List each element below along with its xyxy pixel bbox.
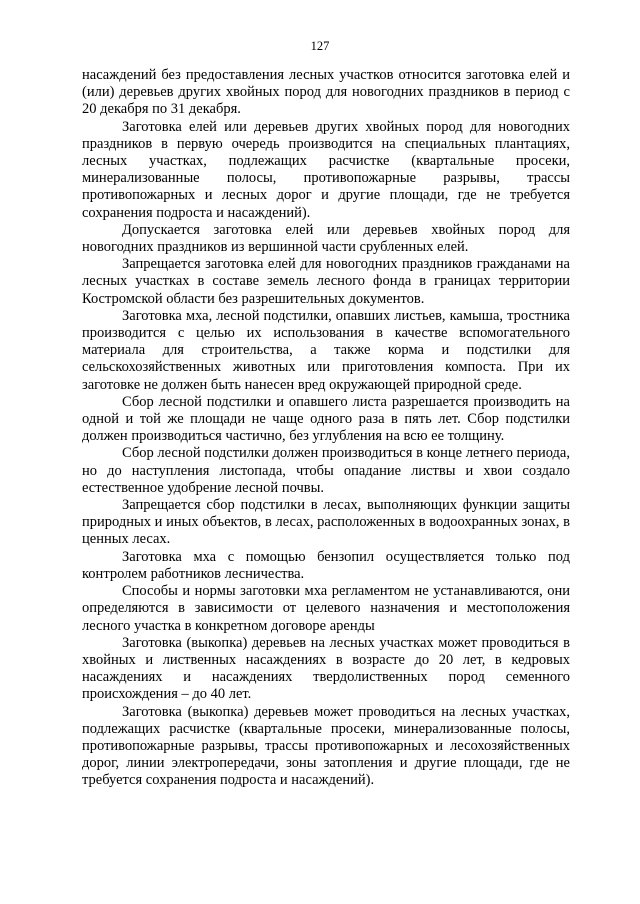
paragraph: Заготовка (выкопка) деревьев на лесных участках может проводиться в хвойных и лиственных насаждениях в возрасте до 20 лет, в кедровых насаждениях и насаждениях твердолиственных пород семенного происхождения – до 40 лет. <box>82 634 570 703</box>
paragraph: Заготовка мха с помощью бензопил осуществляется только под контролем работников лесничества. <box>82 548 570 582</box>
paragraph: Сбор лесной подстилки должен производиться в конце летнего периода, но до наступления листопада, чтобы опадание листвы и хвои создало естественное удобрение лесной почвы. <box>82 445 570 496</box>
paragraph: Запрещается заготовка елей для новогодних праздников гражданами на лесных участках в составе земель лесного фонда в границах территории Костромской области без разрешительных документов. <box>82 256 570 307</box>
paragraph: насаждений без предоставления лесных участков относится заготовка елей и (или) деревьев других хвойных пород для новогодних праздников в период с 20 декабря по 31 декабря. <box>82 67 570 118</box>
paragraph: Способы и нормы заготовки мха регламентом не устанавливаются, они определяются в зависимости от целевого назначения и местоположения лесного участка в конкретном договоре аренды <box>82 583 570 634</box>
paragraph: Запрещается сбор подстилки в лесах, выполняющих функции защиты природных и иных объектов, в лесах, расположенных в водоохранных зонах, в ценных лесах. <box>82 497 570 548</box>
paragraph: Сбор лесной подстилки и опавшего листа разрешается производить на одной и той же площади не чаще одного раза в пять лет. Сбор подстилки должен производиться частично, без углубления на всю ее толщину. <box>82 393 570 445</box>
paragraph: Заготовка елей или деревьев других хвойных пород для новогодних праздников в первую очередь производится на специальных плантациях, лесных участках, подлежащих расчистке (квартальные просеки, минерализованные полосы, противопожарные разрывы, трассы противопожарных и лесных дорог и другие площади, где не требуется сохранения подроста и насаждений). <box>82 118 570 221</box>
document-body <box>82 67 570 790</box>
paragraph: Заготовка мха, лесной подстилки, опавших листьев, камыша, тростника производится с целью их использования в качестве вспомогательного материала для строительства, а также корма и подстилки для сельскохозяйственных животных или приготовления компоста. При их заготовке не должен быть нанесен вред окружающей природной среде. <box>82 307 570 393</box>
page-number: 127 <box>310 39 330 53</box>
paragraph: Заготовка (выкопка) деревьев может проводиться на лесных участках, подлежащих расчистке (квартальные просеки, минерализованные полосы, противопожарные разрывы, трассы противопожарных и лесохозяйственных дорог, линии электропередачи, зоны затопления и другие площади, где не требуется сохранения подроста и насаждений). <box>82 703 570 789</box>
paragraph: Допускается заготовка елей или деревьев хвойных пород для новогодних праздников из вершинной части срубленных елей. <box>82 221 570 256</box>
